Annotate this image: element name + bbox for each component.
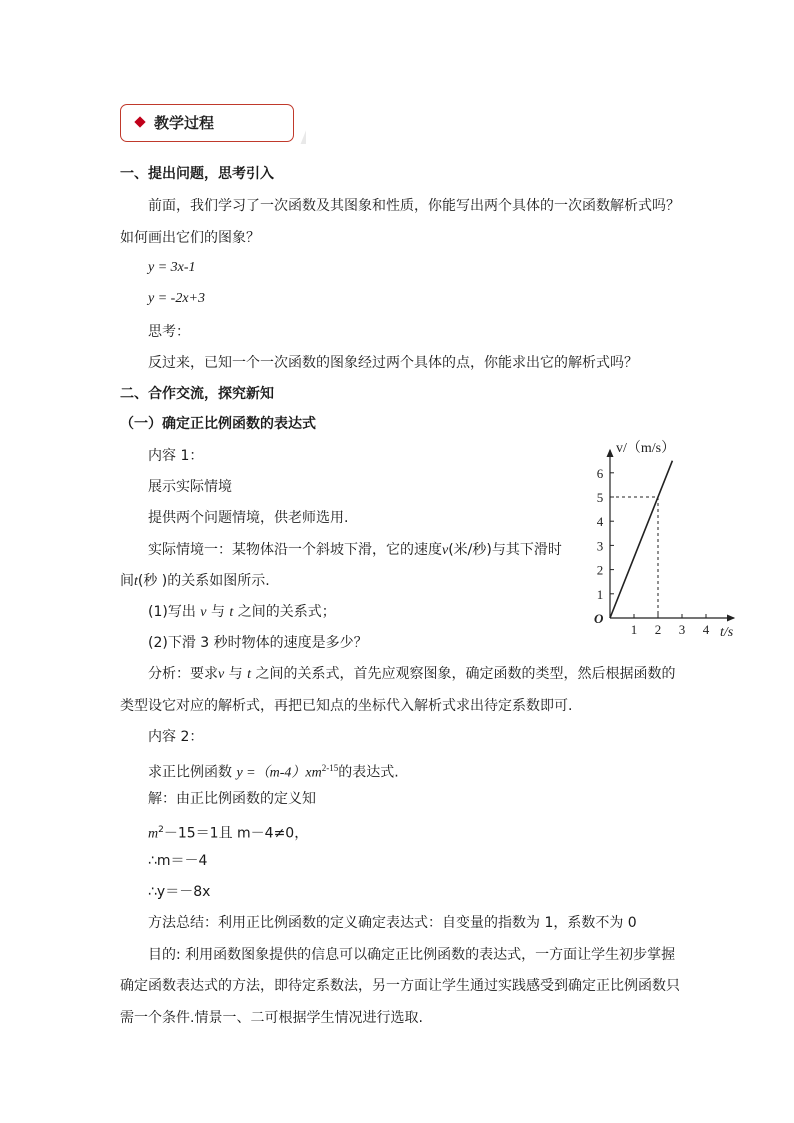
goal-line-1: 目的: 利用函数图象提供的信息可以确定正比例函数的表达式，一方面让学生初步掌握 bbox=[148, 947, 676, 963]
y-tick-label: 6 bbox=[596, 465, 604, 481]
x-tick-label: 1 bbox=[630, 622, 638, 637]
content-2-label: 内容 2： bbox=[148, 729, 204, 745]
scenario-line-2 bbox=[120, 571, 270, 592]
y-tick-label: 5 bbox=[596, 490, 604, 505]
s1-m: m bbox=[148, 826, 159, 842]
method-summary: 方法总结：利用正比例函数的定义确定表达式：自变量的指数为 1，系数不为 0 bbox=[148, 915, 637, 931]
origin-label: O bbox=[594, 611, 604, 626]
s1-exponent: 2 bbox=[158, 825, 164, 835]
equation-2: y = -2x+3 bbox=[148, 291, 205, 306]
an-v: v bbox=[218, 667, 225, 682]
c2q-text-b: 的表达式. bbox=[338, 764, 399, 781]
goal-line-3: 需一个条件.情景一、二可根据学生情况进行选取. bbox=[120, 1010, 423, 1026]
show-scenario: 展示实际情境 bbox=[148, 479, 232, 495]
scenario-text-d: (秒 )的关系如图所示. bbox=[137, 573, 270, 589]
reverse-question: 反过来，已知一个一次函数的图象经过两个具体的点，你能求出它的解析式吗？ bbox=[148, 355, 638, 371]
q1-text-c: 之间的关系式； bbox=[237, 604, 336, 620]
solution-step-3: ∴y＝－8x bbox=[148, 884, 211, 900]
question-2: (2)下滑 3 秒时物体的速度是多少？ bbox=[148, 635, 368, 651]
intro-paragraph-line-2: 如何画出它们的图象？ bbox=[120, 230, 260, 246]
s1-rest: －15＝1且 m－4≠0， bbox=[163, 825, 309, 842]
solution-step-2: ∴m＝－4 bbox=[148, 853, 208, 869]
provide-scenarios: 提供两个问题情境，供老师选用. bbox=[148, 510, 349, 526]
content-2-question bbox=[148, 758, 399, 784]
q1-text-a: (1)写出 bbox=[148, 604, 196, 620]
scenario-line-1 bbox=[148, 540, 562, 561]
q1-t: t bbox=[229, 605, 234, 620]
y-tick-label: 2 bbox=[596, 562, 604, 578]
q1-text-b: 与 bbox=[210, 604, 225, 620]
analysis-line-2: 类型设它对应的解析式，再把已知点的坐标代入解析式求出待定系数即可. bbox=[120, 698, 573, 714]
solution-step-1 bbox=[148, 820, 308, 845]
heading-part-2: 二、合作交流，探究新知 bbox=[120, 386, 274, 402]
series-line bbox=[610, 461, 672, 618]
heading-part-1: 一、提出问题，思考引入 bbox=[120, 166, 274, 182]
an-text-a: 分析：要求 bbox=[148, 666, 218, 682]
x-axis-label: t/s bbox=[720, 625, 734, 640]
equation-1: y = 3x-1 bbox=[148, 260, 196, 275]
solution-intro: 解：由正比例函数的定义知 bbox=[148, 791, 316, 807]
c2q-formula: y =（m-4）xm bbox=[236, 765, 322, 781]
x-tick-label: 2 bbox=[654, 622, 662, 637]
x-tick-label: 3 bbox=[678, 622, 686, 637]
y-tick-label: 3 bbox=[596, 538, 604, 554]
x-tick-label: 4 bbox=[702, 622, 710, 637]
an-t: t bbox=[247, 667, 252, 682]
variable-v: v bbox=[442, 543, 449, 558]
y-tick-label: 4 bbox=[596, 514, 604, 530]
think-label: 思考： bbox=[148, 324, 190, 340]
section-title: 教学过程 bbox=[154, 114, 215, 132]
velocity-time-graph bbox=[576, 436, 756, 648]
goal-line-2: 确定函数表达式的方法，即待定系数法，另一方面让学生通过实践感受到确定正比例函数只 bbox=[120, 978, 680, 994]
question-1 bbox=[148, 602, 336, 623]
variable-t: t bbox=[134, 574, 138, 589]
c2q-exponent: 2-15 bbox=[321, 763, 339, 773]
y-axis-label: v/（m/s） bbox=[616, 441, 676, 456]
an-text-c: 之间的关系式，首先应观察图象，确定函数的类型，然后根据函数的 bbox=[255, 666, 676, 682]
content-1-label: 内容 1： bbox=[148, 448, 204, 464]
subheading-1: （一）确定正比例函数的表达式 bbox=[120, 416, 316, 432]
c2q-text-a: 求正比例函数 bbox=[148, 764, 232, 781]
scenario-text-c: 间 bbox=[120, 573, 134, 589]
y-tick-label: 1 bbox=[596, 586, 604, 602]
intro-paragraph-line-1: 前面，我们学习了一次函数及其图象和性质，你能写出两个具体的一次函数解析式吗？ bbox=[148, 198, 680, 214]
an-text-b: 与 bbox=[228, 666, 243, 682]
scenario-text-b: (米/秒)与其下滑时 bbox=[448, 542, 562, 558]
scenario-text-a: 实际情境一：某物体沿一个斜坡下滑，它的速度 bbox=[148, 542, 442, 558]
analysis-line-1 bbox=[148, 664, 675, 685]
q1-v: v bbox=[200, 605, 207, 620]
